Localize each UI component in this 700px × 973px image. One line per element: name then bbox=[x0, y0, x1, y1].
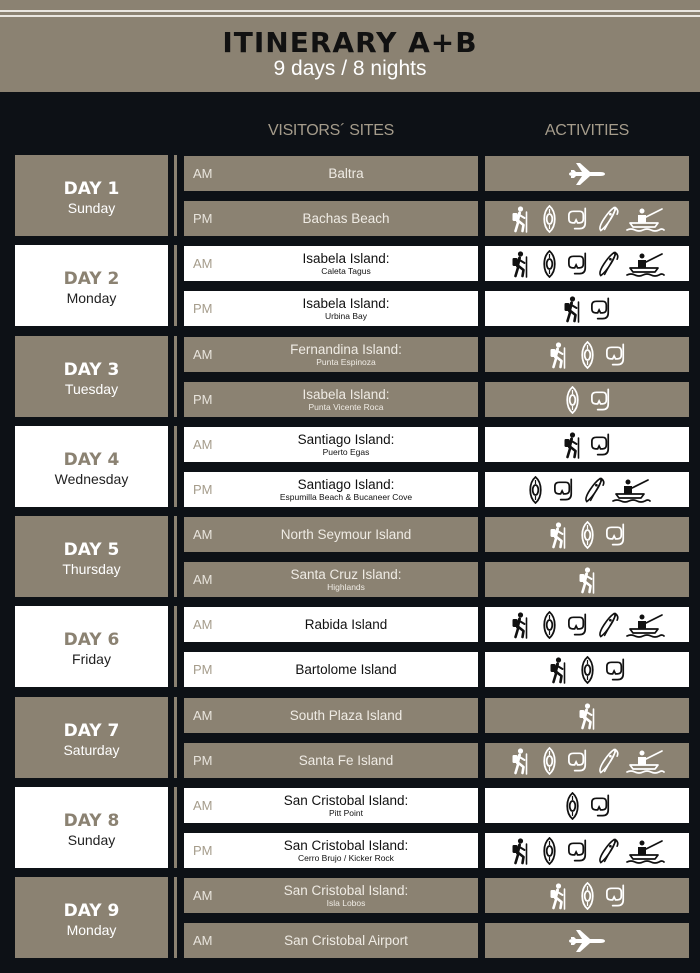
day-4-pm-activities-cell bbox=[485, 472, 689, 507]
day-7-cell bbox=[15, 697, 168, 778]
day-4-am-activities-cell bbox=[485, 427, 689, 462]
day-2-pm-activities-cell bbox=[485, 291, 689, 326]
snorkeling-icon bbox=[604, 656, 629, 684]
header-top-rule-2 bbox=[0, 15, 700, 17]
site-subname: Punta Espinoza bbox=[316, 356, 376, 367]
day-4-cell bbox=[15, 426, 168, 507]
day-number: DAY 1 bbox=[63, 179, 120, 199]
plane-icon bbox=[566, 160, 608, 188]
site-text bbox=[224, 201, 468, 236]
site-name: South Plaza Island bbox=[289, 708, 403, 723]
paddle-board-icon bbox=[581, 476, 606, 504]
day-9-pm-activities-cell bbox=[485, 923, 689, 958]
page-title: ITINERARY A+B bbox=[222, 26, 478, 59]
kayak-icon bbox=[575, 521, 600, 549]
site-text bbox=[224, 878, 468, 913]
time-period-label: PM bbox=[193, 301, 213, 316]
day-2-pm-site-cell bbox=[184, 291, 478, 326]
day-weekday: Friday bbox=[72, 651, 111, 667]
day-2-am-activities-cell bbox=[485, 246, 689, 281]
kayak-icon bbox=[523, 476, 548, 504]
kayak-icon bbox=[537, 837, 562, 865]
kayak-icon bbox=[560, 792, 585, 820]
day-1-pm-activities-cell bbox=[485, 201, 689, 236]
header-banner bbox=[0, 0, 700, 92]
day-9-divider bbox=[174, 877, 177, 958]
site-subname: Pitt Point bbox=[328, 807, 364, 818]
hiking-icon bbox=[546, 656, 571, 684]
site-name: Isabela Island: bbox=[302, 386, 390, 402]
day-number: DAY 9 bbox=[63, 901, 120, 921]
site-text bbox=[224, 246, 468, 281]
day-3-divider bbox=[174, 336, 177, 417]
day-1-cell bbox=[15, 155, 168, 236]
snorkeling-icon bbox=[604, 341, 629, 369]
kayak-icon bbox=[537, 747, 562, 775]
site-text bbox=[224, 743, 468, 778]
time-period-label: AM bbox=[193, 166, 213, 181]
site-text bbox=[224, 562, 468, 597]
site-name: Santiago Island: bbox=[297, 431, 395, 447]
snorkeling-icon bbox=[566, 611, 591, 639]
day-3-cell bbox=[15, 336, 168, 417]
day-8-cell bbox=[15, 787, 168, 868]
paddle-board-icon bbox=[595, 837, 620, 865]
paddle-board-icon bbox=[595, 611, 620, 639]
day-number: DAY 8 bbox=[63, 811, 120, 831]
day-3-pm-activities-cell bbox=[485, 382, 689, 417]
hiking-icon bbox=[575, 566, 600, 594]
day-7-divider bbox=[174, 697, 177, 778]
day-3-am-activities-cell bbox=[485, 337, 689, 372]
day-number: DAY 5 bbox=[63, 540, 120, 560]
day-9-am-activities-cell bbox=[485, 878, 689, 913]
time-period-label: AM bbox=[193, 708, 213, 723]
kayak-icon bbox=[575, 882, 600, 910]
site-text bbox=[224, 652, 468, 687]
time-period-label: PM bbox=[193, 843, 213, 858]
day-7-am-site-cell bbox=[184, 698, 478, 733]
day-9-am-site-cell bbox=[184, 878, 478, 913]
day-1-am-activities-cell bbox=[485, 156, 689, 191]
day-number: DAY 6 bbox=[63, 630, 120, 650]
day-weekday: Saturday bbox=[63, 742, 120, 758]
hiking-icon bbox=[546, 521, 571, 549]
site-name: Santa Fe Island bbox=[298, 753, 394, 768]
kayak-icon bbox=[537, 611, 562, 639]
day-weekday: Monday bbox=[66, 922, 117, 938]
time-period-label: PM bbox=[193, 662, 213, 677]
day-7-pm-site-cell bbox=[184, 743, 478, 778]
hiking-icon bbox=[546, 341, 571, 369]
hiking-icon bbox=[508, 747, 533, 775]
kayak-icon bbox=[537, 205, 562, 233]
time-period-label: AM bbox=[193, 617, 213, 632]
site-name: Rabida Island bbox=[304, 617, 388, 632]
day-3-pm-site-cell bbox=[184, 382, 478, 417]
day-number: DAY 2 bbox=[63, 269, 120, 289]
site-text bbox=[224, 698, 468, 733]
day-weekday: Sunday bbox=[67, 832, 116, 848]
day-8-am-site-cell bbox=[184, 788, 478, 823]
time-period-label: AM bbox=[193, 527, 213, 542]
site-text bbox=[224, 607, 468, 642]
kayak-icon bbox=[575, 341, 600, 369]
kayak-icon bbox=[537, 250, 562, 278]
site-name: North Seymour Island bbox=[280, 527, 412, 542]
day-weekday: Sunday bbox=[67, 200, 116, 216]
site-subname: Punta Vicente Roca bbox=[308, 401, 384, 412]
day-4-am-site-cell bbox=[184, 427, 478, 462]
day-9-pm-site-cell bbox=[184, 923, 478, 958]
site-text bbox=[224, 156, 468, 191]
day-number: DAY 3 bbox=[63, 360, 120, 380]
site-subname: Caleta Tagus bbox=[321, 265, 371, 276]
site-name: San Cristobal Airport bbox=[284, 933, 408, 948]
site-subname: Puerto Egas bbox=[322, 446, 370, 457]
day-8-am-activities-cell bbox=[485, 788, 689, 823]
site-subname: Isla Lobos bbox=[326, 897, 366, 908]
day-6-divider bbox=[174, 606, 177, 687]
panga-ride-icon bbox=[610, 476, 652, 504]
day-5-am-activities-cell bbox=[485, 517, 689, 552]
day-2-cell bbox=[15, 245, 168, 326]
site-text bbox=[224, 291, 468, 326]
day-9-cell bbox=[15, 877, 168, 958]
snorkeling-icon bbox=[566, 205, 591, 233]
day-5-pm-site-cell bbox=[184, 562, 478, 597]
day-6-pm-activities-cell bbox=[485, 652, 689, 687]
panga-ride-icon bbox=[624, 611, 666, 639]
site-name: San Cristobal Island: bbox=[283, 792, 409, 808]
snorkeling-icon bbox=[604, 521, 629, 549]
hiking-icon bbox=[508, 205, 533, 233]
time-period-label: PM bbox=[193, 392, 213, 407]
time-period-label: AM bbox=[193, 572, 213, 587]
panga-ride-icon bbox=[624, 747, 666, 775]
day-5-cell bbox=[15, 516, 168, 597]
day-8-pm-site-cell bbox=[184, 833, 478, 868]
time-period-label: AM bbox=[193, 437, 213, 452]
site-subname: Urbina Bay bbox=[324, 310, 368, 321]
day-8-divider bbox=[174, 787, 177, 868]
site-name: Fernandina Island: bbox=[290, 341, 402, 357]
snorkeling-icon bbox=[589, 792, 614, 820]
day-7-pm-activities-cell bbox=[485, 743, 689, 778]
day-4-divider bbox=[174, 426, 177, 507]
paddle-board-icon bbox=[595, 205, 620, 233]
day-5-am-site-cell bbox=[184, 517, 478, 552]
day-1-divider bbox=[174, 155, 177, 236]
time-period-label: PM bbox=[193, 211, 213, 226]
day-2-am-site-cell bbox=[184, 246, 478, 281]
site-text bbox=[224, 833, 468, 868]
site-name: Bachas Beach bbox=[302, 211, 390, 226]
day-4-pm-site-cell bbox=[184, 472, 478, 507]
plane-icon bbox=[566, 927, 608, 955]
day-6-cell bbox=[15, 606, 168, 687]
site-text bbox=[224, 382, 468, 417]
site-text bbox=[224, 788, 468, 823]
hiking-icon bbox=[508, 250, 533, 278]
site-name: Santiago Island: bbox=[297, 476, 395, 492]
hiking-icon bbox=[546, 882, 571, 910]
day-6-pm-site-cell bbox=[184, 652, 478, 687]
snorkeling-icon bbox=[589, 386, 614, 414]
day-8-pm-activities-cell bbox=[485, 833, 689, 868]
site-text bbox=[224, 427, 468, 462]
site-subname: Highlands bbox=[327, 581, 365, 592]
kayak-icon bbox=[560, 386, 585, 414]
site-name: Bartolome Island bbox=[295, 662, 397, 677]
site-subname: Espumilla Beach & Bucaneer Cove bbox=[279, 491, 413, 502]
day-7-am-activities-cell bbox=[485, 698, 689, 733]
day-weekday: Wednesday bbox=[54, 471, 129, 487]
day-5-pm-activities-cell bbox=[485, 562, 689, 597]
site-name: Santa Cruz Island: bbox=[290, 566, 402, 582]
site-text bbox=[224, 472, 468, 507]
time-period-label: PM bbox=[193, 482, 213, 497]
day-6-am-activities-cell bbox=[485, 607, 689, 642]
time-period-label: AM bbox=[193, 347, 213, 362]
day-6-am-site-cell bbox=[184, 607, 478, 642]
time-period-label: PM bbox=[193, 753, 213, 768]
site-subname: Cerro Brujo / Kicker Rock bbox=[298, 852, 394, 863]
site-text bbox=[224, 337, 468, 372]
site-name: Isabela Island: bbox=[302, 250, 390, 266]
day-1-am-site-cell bbox=[184, 156, 478, 191]
kayak-icon bbox=[575, 656, 600, 684]
snorkeling-icon bbox=[566, 250, 591, 278]
day-3-am-site-cell bbox=[184, 337, 478, 372]
day-number: DAY 7 bbox=[63, 721, 120, 741]
day-weekday: Tuesday bbox=[64, 381, 119, 397]
day-2-divider bbox=[174, 245, 177, 326]
site-text bbox=[224, 923, 468, 958]
snorkeling-icon bbox=[566, 747, 591, 775]
site-name: Isabela Island: bbox=[302, 295, 390, 311]
panga-ride-icon bbox=[624, 250, 666, 278]
snorkeling-icon bbox=[589, 295, 614, 323]
paddle-board-icon bbox=[595, 250, 620, 278]
paddle-board-icon bbox=[595, 747, 620, 775]
activities-column-header: ACTIVITIES bbox=[544, 122, 630, 139]
panga-ride-icon bbox=[624, 837, 666, 865]
day-1-pm-site-cell bbox=[184, 201, 478, 236]
header-top-rule bbox=[0, 10, 700, 12]
day-5-divider bbox=[174, 516, 177, 597]
time-period-label: AM bbox=[193, 256, 213, 271]
site-name: Baltra bbox=[328, 166, 364, 181]
hiking-icon bbox=[508, 837, 533, 865]
site-text bbox=[224, 517, 468, 552]
hiking-icon bbox=[575, 702, 600, 730]
snorkeling-icon bbox=[589, 431, 614, 459]
day-number: DAY 4 bbox=[63, 450, 120, 470]
site-name: San Cristobal Island: bbox=[283, 882, 409, 898]
day-weekday: Thursday bbox=[62, 561, 121, 577]
snorkeling-icon bbox=[552, 476, 577, 504]
page-subtitle: 9 days / 8 nights bbox=[273, 57, 427, 80]
panga-ride-icon bbox=[624, 205, 666, 233]
day-weekday: Monday bbox=[66, 290, 117, 306]
sites-column-header: VISITORS´ SITES bbox=[268, 122, 394, 139]
site-name: San Cristobal Island: bbox=[283, 837, 409, 853]
time-period-label: AM bbox=[193, 888, 213, 903]
hiking-icon bbox=[560, 295, 585, 323]
hiking-icon bbox=[508, 611, 533, 639]
time-period-label: AM bbox=[193, 798, 213, 813]
time-period-label: AM bbox=[193, 933, 213, 948]
snorkeling-icon bbox=[566, 837, 591, 865]
hiking-icon bbox=[560, 431, 585, 459]
snorkeling-icon bbox=[604, 882, 629, 910]
